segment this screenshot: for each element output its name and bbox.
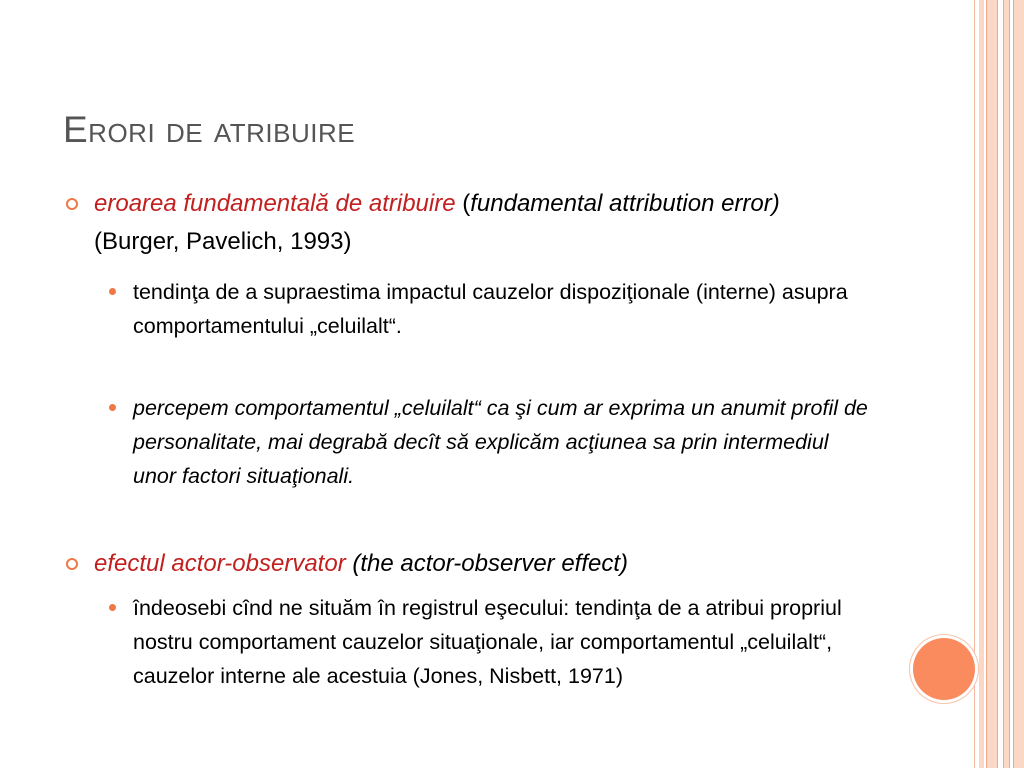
dot-bullet-icon xyxy=(109,604,116,611)
bullet-item-1 xyxy=(94,185,854,261)
decorative-circle xyxy=(913,638,975,700)
open-paren: ( xyxy=(455,190,471,217)
sub-bullet-text: îndeosebi cînd ne situăm în registrul eşecului: tendinţa de a atribui propriul nostru comportament cauzelor situaţionale, iar comportamentul „celuilalt“, cauzelor interne ale acestuia (Jones, Nisbett, 1971) xyxy=(133,596,842,688)
term: eroarea fundamentală de atribuire xyxy=(94,190,456,217)
ring-bullet-icon xyxy=(66,198,78,210)
bullet-item-2 xyxy=(94,545,854,583)
dot-bullet-icon xyxy=(109,404,116,411)
sub-bullet-item xyxy=(133,391,868,493)
decorative-stripe xyxy=(974,0,975,768)
sub-bullet-text: tendinţa de a supraestima impactul cauzelor dispoziţionale (interne) asupra comportamentului „celuilalt“. xyxy=(133,280,848,338)
decorative-stripe xyxy=(986,0,998,768)
translation: fundamental attribution error) xyxy=(470,190,780,217)
sub-bullet-item xyxy=(133,591,868,693)
translation: (the actor-observer effect) xyxy=(345,550,629,577)
decorative-stripe xyxy=(1013,0,1024,768)
ring-bullet-icon xyxy=(66,558,78,570)
slide-title: Erori de atribuire xyxy=(63,109,356,150)
citation: (Burger, Pavelich, 1993) xyxy=(94,228,352,255)
term: efectul actor-observator xyxy=(94,550,346,577)
dot-bullet-icon xyxy=(109,288,116,295)
decorative-stripe xyxy=(1003,0,1010,768)
decorative-stripe xyxy=(979,0,984,768)
sub-bullet-item xyxy=(133,275,868,343)
sub-bullet-text: percepem comportamentul „celuilalt“ ca şi cum ar exprima un anumit profil de personalitate, mai degrabă decît să explicăm acţiunea sa prin intermediul unor factori situaţionali. xyxy=(133,396,868,488)
